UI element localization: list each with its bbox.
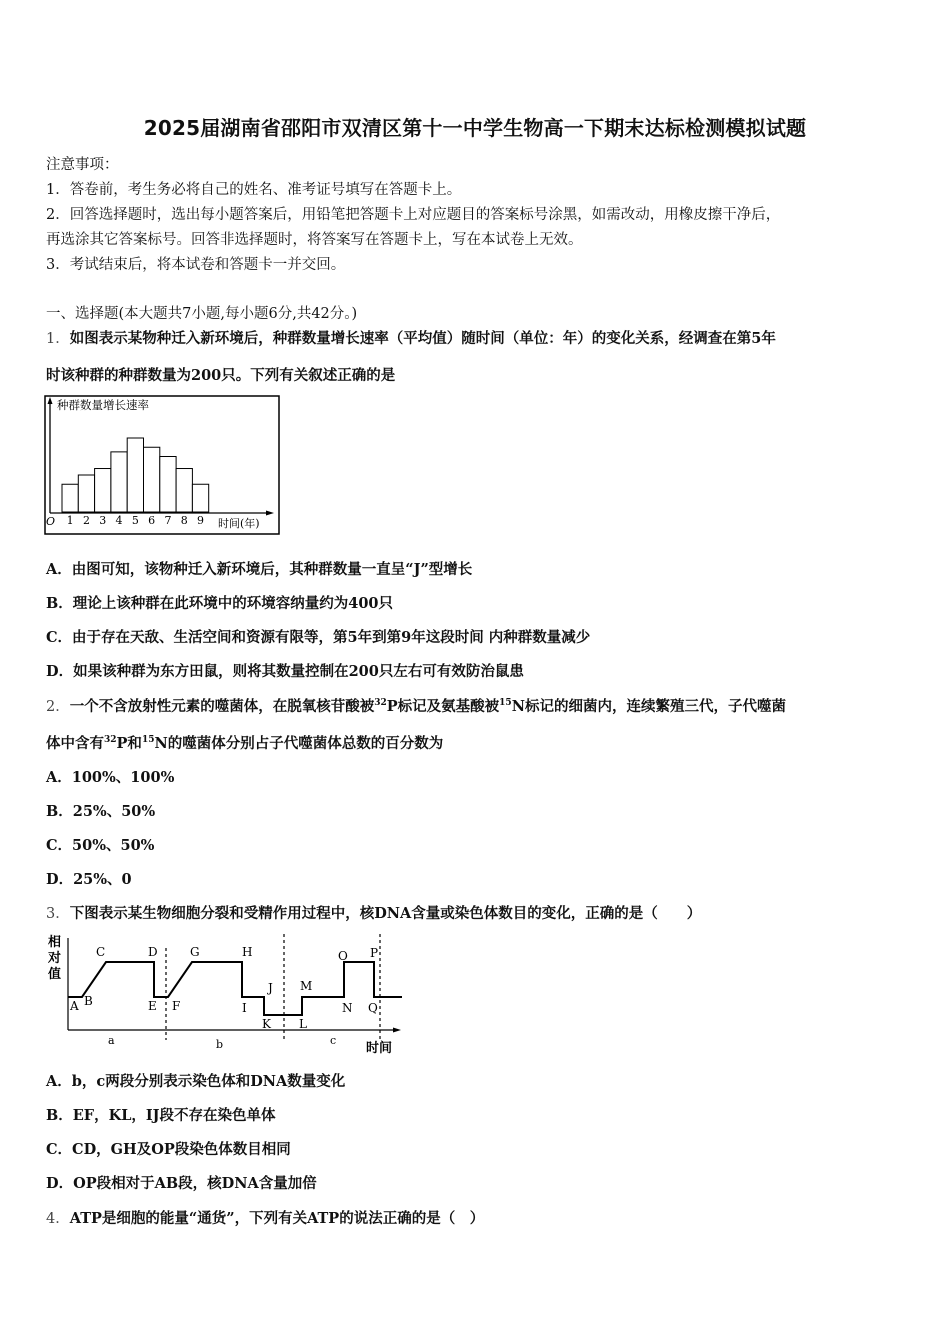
x-tick-label: 3: [99, 514, 107, 527]
bar-3: [95, 469, 111, 512]
question-stem-text: 如图表示某物种迁入新环境后，种群数量增长速率（平均值）随时间（单位：年）的变化关系，经调查在第5年: [69, 330, 776, 347]
question-1-stem: [46, 327, 776, 348]
notice-item: 2．回答选择题时，选出每小题答案后，用铅笔把答题卡上对应题目的答案标号涂黑，如需改动，用橡皮擦干净后，: [46, 207, 781, 223]
question-number: 1．: [46, 331, 70, 347]
point-label: P: [370, 946, 379, 960]
question-3-option[interactable]: C．CD，GH及OP段染色体数目相同: [46, 1141, 291, 1158]
stem-part: N标记的细菌内，连续繁殖三代，子代噬菌: [511, 698, 786, 715]
question-3-stem: [46, 902, 701, 923]
question-1-option[interactable]: D．如果该种群为东方田鼠，则将其数量控制在200只左右可有效防治鼠患: [46, 663, 524, 680]
point-label: H: [242, 945, 253, 959]
x-tick-label: 5: [131, 514, 139, 527]
stem-part: 体中含有: [46, 735, 104, 752]
growth-rate-bar-chart: [44, 395, 280, 535]
y-axis-label-char: 相: [48, 935, 62, 950]
x-tick-label: 4: [115, 514, 123, 527]
point-label: N: [342, 1001, 353, 1015]
y-axis-label-char: 对: [48, 951, 62, 966]
point-label: K: [262, 1017, 271, 1031]
bar-7: [160, 457, 176, 513]
isotope-superscript: 32: [374, 698, 387, 709]
question-2-option[interactable]: A．100%、100%: [46, 769, 175, 786]
point-label: A: [70, 999, 79, 1013]
x-tick-label: 2: [82, 514, 90, 527]
point-label: C: [96, 945, 106, 959]
question-number: 3．: [46, 906, 70, 922]
x-tick-label: 1: [66, 514, 74, 527]
point-label: Q: [368, 1001, 378, 1015]
point-label: F: [172, 999, 181, 1013]
bar-5: [127, 438, 143, 512]
x-tick-label: 8: [180, 514, 188, 527]
question-2-option[interactable]: C．50%、50%: [46, 837, 155, 854]
isotope-superscript: 32: [104, 735, 117, 746]
notice-heading: 注意事项：: [46, 157, 119, 173]
stem-part: 一个不含放射性元素的噬菌体，在脱氧核苷酸被: [69, 698, 375, 715]
x-tick-label: 6: [148, 514, 156, 527]
bar-9: [192, 484, 208, 512]
point-label: J: [268, 981, 273, 995]
question-2-stem-cont: [46, 732, 443, 753]
question-1-stem-cont: 时该种群的种群数量为200只。下列有关叙述正确的是: [46, 367, 396, 384]
question-1-option[interactable]: B．理论上该种群在此环境中的环境容纳量约为400只: [46, 595, 394, 612]
notice-item: 1．答卷前，考生务必将自己的姓名、准考证号填写在答题卡上。: [46, 182, 462, 198]
page-title: 2025届湖南省邵阳市双清区第十一中学生物高一下期末达标检测模拟试题: [143, 116, 807, 140]
notice-item: 3．考试结束后，将本试卷和答题卡一并交回。: [46, 257, 346, 273]
origin-label: O: [46, 515, 56, 528]
notice-item: 再选涂其它答案标号。回答非选择题时，将答案写在答题卡上，写在本试卷上无效。: [46, 232, 583, 248]
x-axis-label: 时间(年): [218, 517, 260, 530]
x-axis-label: 时间: [366, 1041, 393, 1056]
bar-4: [111, 452, 127, 512]
question-2-option[interactable]: D．25%、0: [46, 871, 132, 888]
question-3-option[interactable]: D．OP段相对于AB段，核DNA含量加倍: [46, 1175, 317, 1192]
stem-part: P标记及氨基酸被: [386, 698, 500, 715]
segment-label: a: [108, 1034, 115, 1047]
question-2-stem: [46, 695, 786, 716]
question-stem-text: 下图表示某生物细胞分裂和受精作用过程中，核DNA含量或染色体数目的变化，正确的是（ ）: [69, 905, 702, 922]
x-tick-label: 9: [197, 514, 205, 527]
point-label: O: [338, 949, 348, 963]
section-heading: 一、选择题(本大题共7小题,每小题6分,共42分。): [46, 306, 358, 322]
question-1-option[interactable]: C．由于存在天敌、生活空间和资源有限等，第5年到第9年这段时间 内种群数量减少: [46, 629, 591, 646]
x-tick-label: 7: [164, 514, 172, 527]
question-2-option[interactable]: B．25%、50%: [46, 803, 156, 820]
question-number: 2．: [46, 699, 70, 715]
bar-6: [144, 447, 160, 512]
point-label: G: [190, 945, 200, 959]
segment-label: b: [216, 1038, 224, 1051]
dna-chromosome-diagram: [44, 930, 406, 1058]
x-axis-arrow: [393, 1028, 401, 1033]
point-label: I: [242, 1001, 247, 1015]
question-3-option[interactable]: B．EF，KL，IJ段不存在染色单体: [46, 1107, 276, 1124]
bar-1: [62, 484, 78, 512]
point-label: D: [148, 945, 158, 959]
point-label: E: [148, 999, 157, 1013]
question-1-option[interactable]: A．由图可知，该物种迁入新环境后，其种群数量一直呈“J”型增长: [46, 561, 473, 578]
y-axis-label-char: 值: [48, 967, 62, 982]
segment-label: c: [330, 1034, 337, 1047]
question-4-stem: [46, 1207, 484, 1228]
stem-part: N的噬菌体分别占子代噬菌体总数的百分数为: [154, 735, 444, 752]
point-label: M: [300, 979, 313, 993]
bar-8: [176, 469, 192, 512]
isotope-superscript: 15: [499, 698, 512, 709]
y-axis-label: 种群数量增长速率: [57, 398, 149, 412]
point-label: L: [299, 1017, 307, 1031]
isotope-superscript: 15: [141, 735, 155, 746]
question-number: 4．: [46, 1211, 70, 1227]
question-3-option[interactable]: A．b，c两段分别表示染色体和DNA数量变化: [46, 1073, 346, 1090]
question-stem-text: ATP是细胞的能量“通货”，下列有关ATP的说法正确的是（ ）: [69, 1210, 485, 1227]
stem-part: P和: [116, 735, 142, 752]
point-label: B: [84, 994, 93, 1008]
bar-2: [78, 475, 94, 512]
